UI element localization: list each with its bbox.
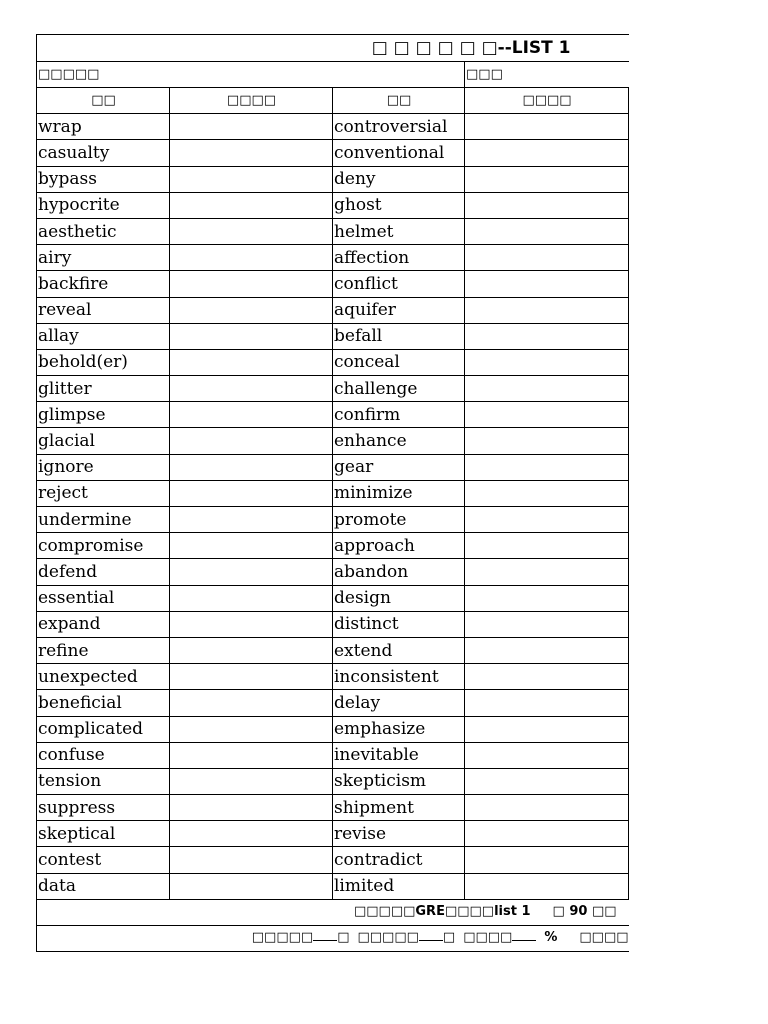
word-right: challenge: [333, 376, 465, 402]
word-right: enhance: [333, 428, 465, 454]
word-right: conventional: [333, 140, 465, 166]
word-right: controversial: [333, 114, 465, 140]
meaning-right-input[interactable]: [465, 873, 629, 899]
meaning-right-input[interactable]: [465, 349, 629, 375]
meaning-left-input[interactable]: [170, 847, 333, 873]
word-left: contest: [37, 847, 170, 873]
sheet-title: □ □ □ □ □ □--LIST 1: [37, 35, 629, 62]
meaning-right-input[interactable]: [465, 480, 629, 506]
table-row: [37, 637, 629, 663]
meaning-right-input[interactable]: [465, 218, 629, 244]
meaning-right-input[interactable]: [465, 637, 629, 663]
table-row: [37, 271, 629, 297]
meaning-left-input[interactable]: [170, 664, 333, 690]
word-left: suppress: [37, 795, 170, 821]
word-left: glitter: [37, 376, 170, 402]
meaning-right-input[interactable]: [465, 559, 629, 585]
meaning-right-input[interactable]: [465, 376, 629, 402]
meaning-right-input[interactable]: [465, 847, 629, 873]
score-label-time: □□□□: [579, 930, 629, 946]
meaning-left-input[interactable]: [170, 480, 333, 506]
score-label-rate: □□□□: [463, 930, 513, 946]
word-left: skeptical: [37, 821, 170, 847]
meaning-left-input[interactable]: [170, 611, 333, 637]
meaning-right-input[interactable]: [465, 821, 629, 847]
table-row: [37, 454, 629, 480]
meaning-left-input[interactable]: [170, 245, 333, 271]
word-right: emphasize: [333, 716, 465, 742]
meaning-left-input[interactable]: [170, 271, 333, 297]
header-word-left: □□: [37, 88, 170, 114]
word-left: reject: [37, 480, 170, 506]
meaning-left-input[interactable]: [170, 873, 333, 899]
table-row: [37, 480, 629, 506]
word-right: conceal: [333, 349, 465, 375]
table-row: [37, 376, 629, 402]
meaning-left-input[interactable]: [170, 140, 333, 166]
table-row: [37, 323, 629, 349]
word-left: hypocrite: [37, 192, 170, 218]
meaning-left-input[interactable]: [170, 821, 333, 847]
meaning-left-input[interactable]: [170, 585, 333, 611]
word-left: aesthetic: [37, 218, 170, 244]
word-left: wrap: [37, 114, 170, 140]
info-right-label: □□□: [465, 62, 629, 88]
word-right: distinct: [333, 611, 465, 637]
table-row: [37, 245, 629, 271]
table-row: [37, 690, 629, 716]
word-right: contradict: [333, 847, 465, 873]
table-row: [37, 349, 629, 375]
word-table: [36, 34, 629, 952]
word-right: confirm: [333, 402, 465, 428]
table-row: [37, 821, 629, 847]
meaning-left-input[interactable]: [170, 192, 333, 218]
table-row: [37, 664, 629, 690]
header-meaning-left: □□□□: [170, 88, 333, 114]
meaning-left-input[interactable]: [170, 533, 333, 559]
meaning-left-input[interactable]: [170, 166, 333, 192]
meaning-right-input[interactable]: [465, 192, 629, 218]
word-right: helmet: [333, 218, 465, 244]
meaning-right-input[interactable]: [465, 716, 629, 742]
word-left: bypass: [37, 166, 170, 192]
info-left-label: □□□□□: [37, 62, 465, 88]
table-row: [37, 192, 629, 218]
table-row: [37, 428, 629, 454]
word-left: complicated: [37, 716, 170, 742]
meaning-right-input[interactable]: [465, 507, 629, 533]
header-meaning-right: □□□□: [465, 88, 629, 114]
word-right: revise: [333, 821, 465, 847]
table-row: [37, 768, 629, 794]
meaning-right-input[interactable]: [465, 245, 629, 271]
word-right: extend: [333, 637, 465, 663]
meaning-right-input[interactable]: [465, 166, 629, 192]
word-right: gear: [333, 454, 465, 480]
vocabulary-sheet: [36, 34, 628, 952]
meaning-left-input[interactable]: [170, 349, 333, 375]
footer-word-count: □ 90 □□: [552, 904, 617, 920]
meaning-right-input[interactable]: [465, 768, 629, 794]
score-unit-1: □: [337, 930, 350, 946]
word-right: minimize: [333, 480, 465, 506]
word-left: airy: [37, 245, 170, 271]
percent-sign: %: [544, 930, 558, 946]
word-right: delay: [333, 690, 465, 716]
meaning-left-input[interactable]: [170, 795, 333, 821]
word-left: backfire: [37, 271, 170, 297]
blank-rate[interactable]: [512, 928, 536, 941]
meaning-left-input[interactable]: [170, 559, 333, 585]
footer-summary: [37, 899, 629, 925]
word-left: confuse: [37, 742, 170, 768]
word-right: design: [333, 585, 465, 611]
meaning-left-input[interactable]: [170, 218, 333, 244]
meaning-right-input[interactable]: [465, 297, 629, 323]
word-left: allay: [37, 323, 170, 349]
table-row: [37, 402, 629, 428]
meaning-right-input[interactable]: [465, 664, 629, 690]
meaning-left-input[interactable]: [170, 637, 333, 663]
table-row: [37, 716, 629, 742]
meaning-left-input[interactable]: [170, 402, 333, 428]
meaning-right-input[interactable]: [465, 140, 629, 166]
table-row: [37, 559, 629, 585]
word-right: affection: [333, 245, 465, 271]
word-right: skepticism: [333, 768, 465, 794]
meaning-right-input[interactable]: [465, 533, 629, 559]
word-left: data: [37, 873, 170, 899]
meaning-right-input[interactable]: [465, 611, 629, 637]
word-right: inconsistent: [333, 664, 465, 690]
word-left: glimpse: [37, 402, 170, 428]
blank-wrong[interactable]: [419, 928, 443, 941]
meaning-left-input[interactable]: [170, 507, 333, 533]
word-right: limited: [333, 873, 465, 899]
meaning-right-input[interactable]: [465, 742, 629, 768]
header-word-right: □□: [333, 88, 465, 114]
table-row: [37, 166, 629, 192]
blank-correct[interactable]: [313, 928, 337, 941]
word-right: befall: [333, 323, 465, 349]
meaning-right-input[interactable]: [465, 323, 629, 349]
meaning-right-input[interactable]: [465, 428, 629, 454]
word-left: ignore: [37, 454, 170, 480]
word-right: ghost: [333, 192, 465, 218]
table-row: [37, 795, 629, 821]
meaning-left-input[interactable]: [170, 742, 333, 768]
word-left: glacial: [37, 428, 170, 454]
table-row: [37, 140, 629, 166]
word-left: defend: [37, 559, 170, 585]
footer-score: [37, 925, 629, 951]
score-label-wrong: □□□□□: [357, 930, 419, 946]
word-right: shipment: [333, 795, 465, 821]
word-right: deny: [333, 166, 465, 192]
word-left: expand: [37, 611, 170, 637]
word-left: essential: [37, 585, 170, 611]
table-row: [37, 585, 629, 611]
word-left: beneficial: [37, 690, 170, 716]
meaning-right-input[interactable]: [465, 690, 629, 716]
table-row: [37, 297, 629, 323]
word-left: compromise: [37, 533, 170, 559]
meaning-right-input[interactable]: [465, 402, 629, 428]
score-label-correct: □□□□□: [251, 930, 314, 946]
table-row: [37, 847, 629, 873]
meaning-left-input[interactable]: [170, 716, 333, 742]
word-right: conflict: [333, 271, 465, 297]
meaning-right-input[interactable]: [465, 454, 629, 480]
word-right: abandon: [333, 559, 465, 585]
word-right: aquifer: [333, 297, 465, 323]
word-right: approach: [333, 533, 465, 559]
meaning-left-input[interactable]: [170, 376, 333, 402]
word-left: tension: [37, 768, 170, 794]
meaning-right-input[interactable]: [465, 271, 629, 297]
word-right: promote: [333, 507, 465, 533]
table-row: [37, 873, 629, 899]
word-left: reveal: [37, 297, 170, 323]
meaning-left-input[interactable]: [170, 114, 333, 140]
word-left: unexpected: [37, 664, 170, 690]
table-row: [37, 533, 629, 559]
meaning-right-input[interactable]: [465, 795, 629, 821]
meaning-left-input[interactable]: [170, 690, 333, 716]
table-row: [37, 742, 629, 768]
word-left: refine: [37, 637, 170, 663]
table-row: [37, 114, 629, 140]
meaning-left-input[interactable]: [170, 768, 333, 794]
meaning-left-input[interactable]: [170, 323, 333, 349]
word-left: casualty: [37, 140, 170, 166]
word-left: behold(er): [37, 349, 170, 375]
word-left: undermine: [37, 507, 170, 533]
meaning-left-input[interactable]: [170, 454, 333, 480]
footer-list-label: □□□□□GRE□□□□list 1: [353, 904, 531, 920]
meaning-left-input[interactable]: [170, 428, 333, 454]
table-row: [37, 218, 629, 244]
table-row: [37, 611, 629, 637]
meaning-right-input[interactable]: [465, 114, 629, 140]
meaning-right-input[interactable]: [465, 585, 629, 611]
table-row: [37, 507, 629, 533]
score-unit-2: □: [442, 930, 456, 946]
meaning-left-input[interactable]: [170, 297, 333, 323]
word-right: inevitable: [333, 742, 465, 768]
